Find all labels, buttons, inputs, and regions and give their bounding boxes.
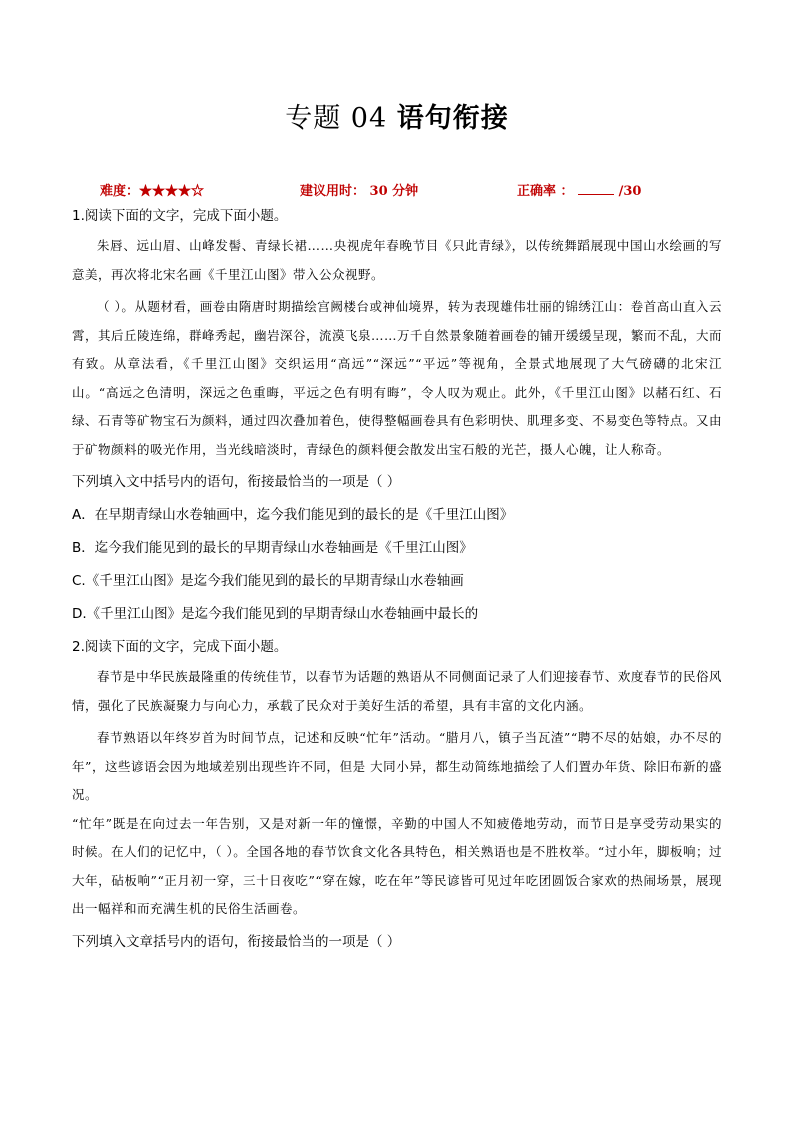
time-value: 30 分钟 [369,184,419,199]
question-2-paragraph-3: “忙年”既是在向过去一年告别，又是对新一年的憧憬，辛勤的中国人不知疲倦地劳动，而节日是享受劳动果实的时候。在人们的记忆中，（ ）。全国各地的春节饮食文化各具特色，相关熟语也是不胜枚举。“过小年，脚板响；过大年，砧板响”“正月初一穿，三十日夜吃”“穿在嫁，吃在年”等民谚皆可见过年吃团圆饭合家欢的热闹场景，展现出一幅祥和而充满生机的民俗生活画卷。 [72,815,722,916]
meta-bar [100,180,700,200]
title-name: 语句衔接 [396,103,509,134]
page-title [0,96,794,135]
question-1-option-b[interactable]: B．迄今我们能见到的最长的早期青绿山水卷轴画是《千里江山图》 [72,540,473,556]
question-1-paragraph-2: （ ）。从题材看，画卷由隋唐时期描绘宫阙楼台或神仙境界，转为表现雄伟壮丽的锦绣江山：卷首高山直入云霄，其后丘陵连绵，群峰秀起，幽岩深谷，流漠飞泉……万千自然景象随着画卷的铺开缓缓呈现，繁而不乱，大而有致。从章法看，《千里江山图》交织运用“高远”“深远”“平远”等视角，全景式地展现了大气磅礴的北宋江山。“高远之色清明，深远之色重晦，平远之色有明有晦”，令人叹为观止。此外，《千里江山图》以赭石红、石绿、石青等矿物宝石为颜料，通过四次叠加着色，使得整幅画卷具有色彩明快、肌理多变、不易变色等特点。又由于矿物颜料的吸光作用，当光线暗淡时，青绿色的颜料便会散发出宝石般的光芒，摄人心魄，让人称奇。 [72,299,723,457]
accuracy-label: 正确率 ： [517,184,574,199]
difficulty-rating: 难度：★★★★☆ [100,184,205,199]
question-1-option-a[interactable]: A．在早期青绿山水卷轴画中，迄今我们能见到的最长的是《千里江山图》 [72,507,514,523]
document-body [72,206,722,965]
question-1-paragraph-1: 朱唇、远山眉、山峰发髻、青绿长裙……央视虎年春晚节目《只此青绿》，以传统舞蹈展现中国山水绘画的写意美，再次将北宋名画《千里江山图》带入公众视野。 [72,238,722,282]
suggested-time [300,180,418,199]
question-2-paragraph-1: 春节是中华民族最隆重的传统佳节，以春节为话题的熟语从不同侧面记录了人们迎接春节、欢度春节的民俗风情，强化了民族凝聚力与向心力，承载了民众对于美好生活的希望，具有丰富的文化内涵。 [72,669,722,713]
question-2-paragraph-2: 春节熟语以年终岁首为时间节点，记述和反映“忙年”活动。“腊月八，镇子当瓦渣”“聘不尽的姑娘，办不尽的年”，这些谚语会因为地域差别出现些许不同，但是 大同小异，都生动简练地描绘了人们置办年货、除旧布新的盛况。 [72,730,722,802]
question-1-option-c[interactable]: C.《千里江山图》是迄今我们能见到的最长的早期青绿山水卷轴画 [72,573,464,589]
question-1-prompt: 1.阅读下面的文字，完成下面小题。 [72,208,288,224]
time-label: 建议用时： [300,184,366,199]
question-1-ask: 下列填入文中括号内的语句，衔接最恰当的一项是（ ） [72,474,401,490]
question-2-prompt: 2.阅读下面的文字，完成下面小题。 [72,639,288,655]
accuracy-blank[interactable] [578,182,614,195]
accuracy-total: /30 [618,184,642,199]
question-1-option-d[interactable]: D.《千里江山图》是迄今我们能见到的早期青绿山水卷轴画中最长的 [72,606,479,622]
accuracy-field [517,180,641,199]
question-2-ask: 下列填入文章括号内的语句，衔接最恰当的一项是（ ） [72,933,401,950]
title-code: 专题 04 [285,103,388,134]
